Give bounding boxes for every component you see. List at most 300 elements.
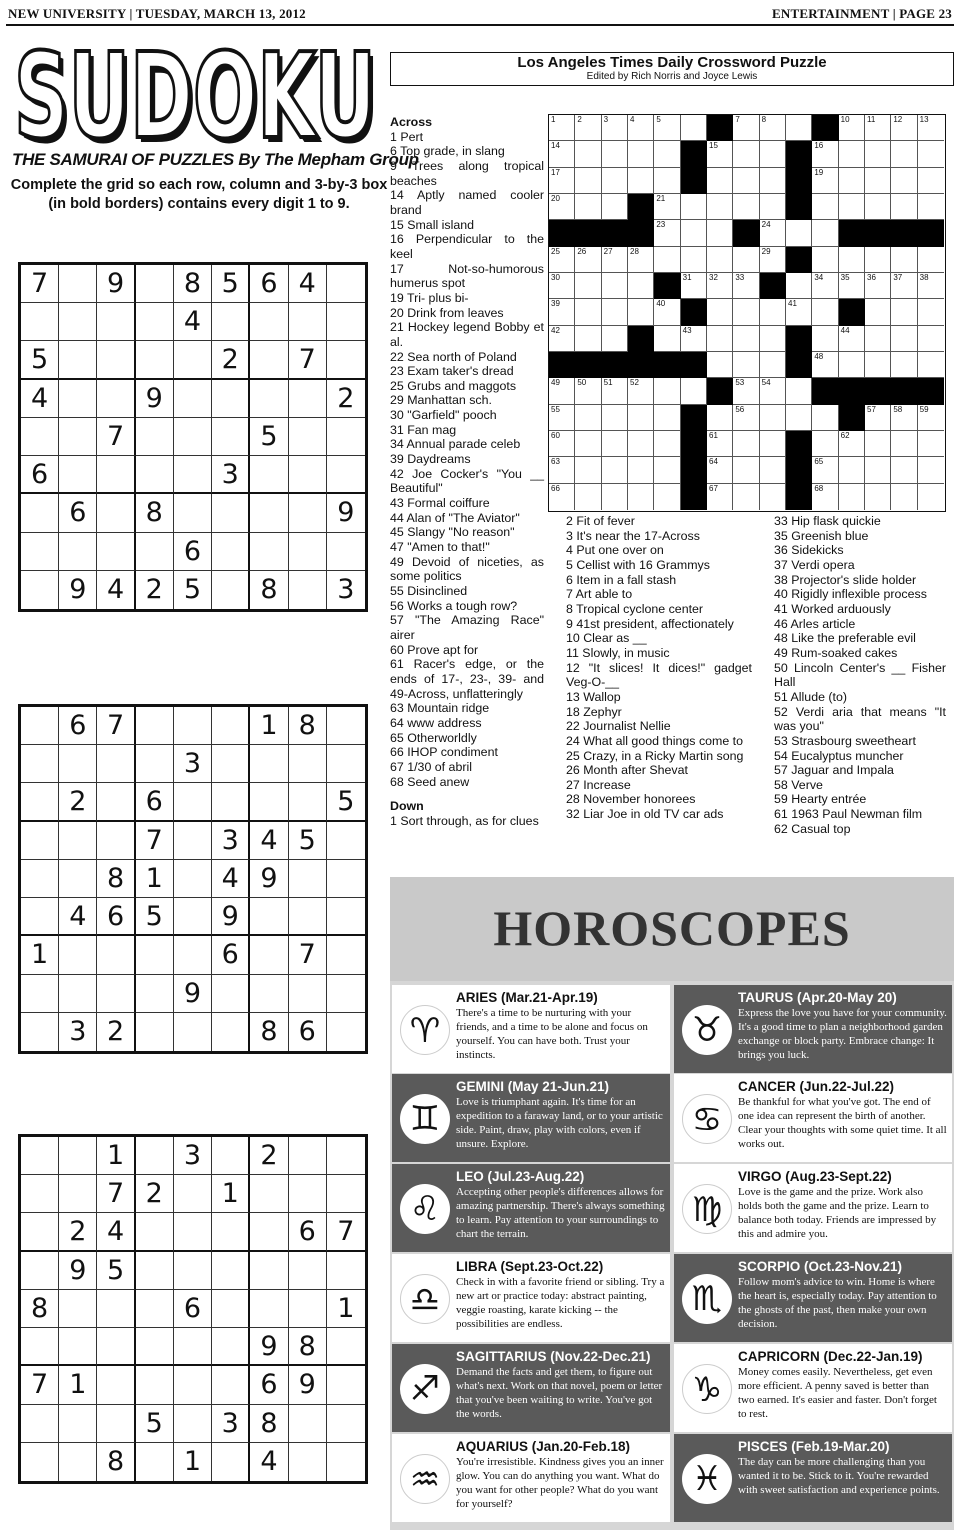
sudoku-cell[interactable] — [97, 494, 135, 532]
sudoku-cell[interactable] — [136, 303, 174, 341]
sudoku-cell[interactable] — [174, 707, 212, 745]
sudoku-cell[interactable] — [97, 1405, 135, 1443]
crossword-square[interactable] — [891, 115, 917, 141]
sudoku-cell[interactable] — [212, 1213, 250, 1251]
crossword-square[interactable] — [865, 431, 891, 457]
crossword-square[interactable] — [918, 273, 944, 299]
crossword-square[interactable] — [707, 299, 733, 325]
crossword-square[interactable] — [681, 247, 707, 273]
crossword-square[interactable] — [839, 141, 865, 167]
crossword-square[interactable] — [602, 115, 628, 141]
sudoku-cell[interactable] — [327, 1013, 365, 1051]
crossword-square[interactable] — [602, 431, 628, 457]
sudoku-cell[interactable]: 5 — [212, 265, 250, 303]
sudoku-cell[interactable]: 6 — [59, 707, 97, 745]
crossword-square[interactable] — [575, 457, 601, 483]
sudoku-cell[interactable] — [289, 1290, 327, 1328]
crossword-square[interactable] — [865, 247, 891, 273]
crossword-square[interactable] — [760, 247, 786, 273]
crossword-square[interactable] — [549, 378, 575, 404]
sudoku-cell[interactable] — [212, 1252, 250, 1290]
sudoku-cell[interactable] — [59, 1443, 97, 1481]
sudoku-cell[interactable]: 8 — [250, 1405, 288, 1443]
crossword-square[interactable] — [733, 194, 759, 220]
sudoku-cell[interactable] — [136, 707, 174, 745]
crossword-square[interactable] — [918, 141, 944, 167]
crossword-square[interactable] — [654, 115, 680, 141]
crossword-square[interactable] — [891, 299, 917, 325]
crossword-square[interactable] — [839, 352, 865, 378]
sudoku-cell[interactable] — [174, 783, 212, 821]
sudoku-cell[interactable] — [289, 898, 327, 936]
sudoku-cell[interactable]: 6 — [289, 1213, 327, 1251]
sudoku-cell[interactable] — [59, 1328, 97, 1366]
crossword-square[interactable] — [760, 115, 786, 141]
sudoku-cell[interactable]: 6 — [289, 1013, 327, 1051]
crossword-square[interactable] — [865, 273, 891, 299]
sudoku-cell[interactable]: 2 — [212, 341, 250, 379]
sudoku-cell[interactable] — [136, 1366, 174, 1404]
sudoku-cell[interactable]: 9 — [250, 1328, 288, 1366]
crossword-square[interactable] — [707, 326, 733, 352]
crossword-square[interactable] — [839, 273, 865, 299]
crossword-square[interactable] — [707, 484, 733, 510]
sudoku-cell[interactable]: 7 — [21, 1366, 59, 1404]
sudoku-cell[interactable]: 7 — [97, 707, 135, 745]
sudoku-cell[interactable] — [250, 456, 288, 494]
crossword-square[interactable] — [865, 352, 891, 378]
sudoku-cell[interactable] — [250, 380, 288, 418]
crossword-square[interactable] — [602, 484, 628, 510]
crossword-square[interactable] — [733, 352, 759, 378]
crossword-square[interactable] — [786, 378, 812, 404]
crossword-square[interactable] — [918, 326, 944, 352]
sudoku-cell[interactable] — [212, 494, 250, 532]
crossword-square[interactable] — [707, 431, 733, 457]
sudoku-cell[interactable] — [250, 341, 288, 379]
sudoku-cell[interactable]: 6 — [250, 1366, 288, 1404]
sudoku-cell[interactable]: 3 — [212, 1405, 250, 1443]
sudoku-cell[interactable]: 4 — [250, 822, 288, 860]
crossword-square[interactable] — [681, 273, 707, 299]
crossword-square[interactable] — [733, 405, 759, 431]
sudoku-cell[interactable] — [174, 341, 212, 379]
sudoku-cell[interactable] — [174, 1405, 212, 1443]
sudoku-cell[interactable] — [250, 1290, 288, 1328]
crossword-square[interactable] — [707, 352, 733, 378]
sudoku-cell[interactable] — [289, 303, 327, 341]
sudoku-cell[interactable] — [21, 1405, 59, 1443]
crossword-square[interactable] — [575, 273, 601, 299]
crossword-square[interactable] — [575, 194, 601, 220]
crossword-square[interactable] — [760, 326, 786, 352]
crossword-square[interactable] — [839, 484, 865, 510]
sudoku-cell[interactable]: 9 — [174, 975, 212, 1013]
sudoku-cell[interactable] — [21, 571, 59, 609]
sudoku-cell[interactable]: 5 — [136, 1405, 174, 1443]
crossword-square[interactable] — [812, 220, 838, 246]
sudoku-cell[interactable] — [59, 380, 97, 418]
crossword-square[interactable] — [628, 431, 654, 457]
crossword-square[interactable] — [865, 168, 891, 194]
crossword-square[interactable] — [918, 168, 944, 194]
sudoku-cell[interactable]: 4 — [212, 860, 250, 898]
crossword-square[interactable] — [839, 168, 865, 194]
sudoku-cell[interactable] — [21, 533, 59, 571]
crossword-square[interactable] — [602, 273, 628, 299]
sudoku-cell[interactable] — [136, 1213, 174, 1251]
crossword-square[interactable] — [681, 378, 707, 404]
sudoku-cell[interactable] — [21, 1328, 59, 1366]
crossword-square[interactable] — [891, 168, 917, 194]
sudoku-cell[interactable]: 3 — [174, 1137, 212, 1175]
crossword-square[interactable] — [654, 326, 680, 352]
sudoku-cell[interactable] — [97, 936, 135, 974]
sudoku-cell[interactable] — [250, 898, 288, 936]
sudoku-cell[interactable] — [289, 745, 327, 783]
crossword-square[interactable] — [918, 115, 944, 141]
sudoku-cell[interactable] — [97, 1366, 135, 1404]
crossword-square[interactable] — [575, 405, 601, 431]
sudoku-cell[interactable] — [174, 1328, 212, 1366]
sudoku-cell[interactable] — [136, 341, 174, 379]
crossword-square[interactable] — [654, 247, 680, 273]
sudoku-cell[interactable] — [174, 822, 212, 860]
sudoku-cell[interactable]: 8 — [289, 1328, 327, 1366]
sudoku-cell[interactable] — [136, 1290, 174, 1328]
sudoku-cell[interactable]: 7 — [97, 1175, 135, 1213]
crossword-square[interactable] — [812, 247, 838, 273]
crossword-square[interactable] — [549, 431, 575, 457]
sudoku-cell[interactable] — [327, 936, 365, 974]
crossword-square[interactable] — [602, 194, 628, 220]
sudoku-cell[interactable]: 5 — [327, 783, 365, 821]
crossword-square[interactable] — [549, 247, 575, 273]
sudoku-cell[interactable] — [21, 418, 59, 456]
crossword-square[interactable] — [812, 273, 838, 299]
sudoku-cell[interactable] — [250, 1175, 288, 1213]
crossword-square[interactable] — [812, 299, 838, 325]
sudoku-cell[interactable] — [174, 494, 212, 532]
sudoku-cell[interactable] — [289, 1252, 327, 1290]
sudoku-cell[interactable]: 8 — [97, 860, 135, 898]
sudoku-cell[interactable] — [59, 533, 97, 571]
sudoku-cell[interactable] — [250, 936, 288, 974]
sudoku-cell[interactable] — [136, 1443, 174, 1481]
sudoku-cell[interactable]: 2 — [136, 1175, 174, 1213]
crossword-square[interactable] — [733, 484, 759, 510]
sudoku-cell[interactable]: 2 — [136, 571, 174, 609]
sudoku-cell[interactable] — [327, 1366, 365, 1404]
sudoku-cell[interactable] — [327, 341, 365, 379]
crossword-square[interactable] — [865, 484, 891, 510]
sudoku-cell[interactable] — [97, 975, 135, 1013]
sudoku-cell[interactable] — [212, 1366, 250, 1404]
crossword-square[interactable] — [654, 405, 680, 431]
sudoku-cell[interactable] — [174, 1213, 212, 1251]
sudoku-cell[interactable] — [327, 860, 365, 898]
sudoku-cell[interactable] — [21, 745, 59, 783]
sudoku-cell[interactable]: 6 — [97, 898, 135, 936]
crossword-square[interactable] — [891, 405, 917, 431]
crossword-square[interactable] — [549, 405, 575, 431]
crossword-square[interactable] — [733, 273, 759, 299]
crossword-square[interactable] — [786, 220, 812, 246]
sudoku-cell[interactable]: 8 — [136, 494, 174, 532]
crossword-square[interactable] — [760, 299, 786, 325]
sudoku-cell[interactable]: 4 — [97, 571, 135, 609]
sudoku-cell[interactable] — [97, 783, 135, 821]
sudoku-cell[interactable]: 5 — [21, 341, 59, 379]
crossword-square[interactable] — [918, 299, 944, 325]
sudoku-cell[interactable] — [327, 975, 365, 1013]
sudoku-cell[interactable] — [327, 265, 365, 303]
sudoku-cell[interactable] — [136, 1328, 174, 1366]
crossword-square[interactable] — [549, 326, 575, 352]
crossword-square[interactable] — [760, 378, 786, 404]
crossword-square[interactable] — [628, 168, 654, 194]
sudoku-cell[interactable] — [174, 1175, 212, 1213]
sudoku-cell[interactable]: 8 — [21, 1290, 59, 1328]
sudoku-cell[interactable] — [136, 1013, 174, 1051]
sudoku-cell[interactable] — [212, 1443, 250, 1481]
sudoku-cell[interactable] — [327, 1443, 365, 1481]
crossword-square[interactable] — [549, 457, 575, 483]
crossword-square[interactable] — [865, 141, 891, 167]
sudoku-cell[interactable]: 9 — [327, 494, 365, 532]
crossword-square[interactable] — [602, 247, 628, 273]
sudoku-cell[interactable] — [327, 1175, 365, 1213]
crossword-square[interactable] — [918, 247, 944, 273]
crossword-square[interactable] — [602, 141, 628, 167]
crossword-square[interactable] — [654, 378, 680, 404]
crossword-square[interactable] — [549, 141, 575, 167]
sudoku-cell[interactable]: 7 — [97, 418, 135, 456]
sudoku-cell[interactable] — [21, 494, 59, 532]
sudoku-cell[interactable] — [21, 1213, 59, 1251]
crossword-square[interactable] — [549, 115, 575, 141]
sudoku-cell[interactable] — [21, 975, 59, 1013]
crossword-square[interactable] — [628, 457, 654, 483]
sudoku-cell[interactable]: 4 — [21, 380, 59, 418]
crossword-square[interactable] — [628, 378, 654, 404]
sudoku-cell[interactable]: 8 — [289, 707, 327, 745]
crossword-square[interactable] — [812, 431, 838, 457]
crossword-square[interactable] — [602, 457, 628, 483]
sudoku-cell[interactable] — [136, 745, 174, 783]
sudoku-cell[interactable]: 9 — [59, 571, 97, 609]
sudoku-cell[interactable]: 6 — [21, 456, 59, 494]
crossword-square[interactable] — [628, 115, 654, 141]
crossword-square[interactable] — [575, 484, 601, 510]
crossword-square[interactable] — [707, 247, 733, 273]
sudoku-cell[interactable] — [21, 1252, 59, 1290]
sudoku-cell[interactable]: 1 — [327, 1290, 365, 1328]
sudoku-cell[interactable]: 1 — [59, 1366, 97, 1404]
sudoku-cell[interactable] — [59, 456, 97, 494]
sudoku-cell[interactable] — [250, 783, 288, 821]
crossword-square[interactable] — [654, 220, 680, 246]
sudoku-cell[interactable] — [289, 1443, 327, 1481]
sudoku-cell[interactable] — [289, 494, 327, 532]
sudoku-cell[interactable] — [327, 898, 365, 936]
crossword-square[interactable] — [628, 273, 654, 299]
sudoku-cell[interactable]: 6 — [59, 494, 97, 532]
sudoku-cell[interactable] — [327, 1328, 365, 1366]
sudoku-cell[interactable]: 5 — [97, 1252, 135, 1290]
crossword-square[interactable] — [628, 247, 654, 273]
sudoku-cell[interactable] — [289, 975, 327, 1013]
crossword-square[interactable] — [760, 220, 786, 246]
crossword-square[interactable] — [891, 326, 917, 352]
crossword-square[interactable] — [760, 405, 786, 431]
crossword-square[interactable] — [549, 299, 575, 325]
crossword-square[interactable] — [839, 431, 865, 457]
crossword-square[interactable] — [707, 273, 733, 299]
sudoku-cell[interactable] — [59, 1290, 97, 1328]
sudoku-cell[interactable] — [289, 533, 327, 571]
crossword-square[interactable] — [549, 273, 575, 299]
crossword-square[interactable] — [786, 115, 812, 141]
sudoku-cell[interactable]: 4 — [289, 265, 327, 303]
sudoku-cell[interactable]: 2 — [327, 380, 365, 418]
crossword-square[interactable] — [602, 378, 628, 404]
sudoku-cell[interactable] — [289, 571, 327, 609]
sudoku-cell[interactable] — [21, 1137, 59, 1175]
crossword-square[interactable] — [812, 194, 838, 220]
crossword-square[interactable] — [812, 326, 838, 352]
sudoku-cell[interactable]: 5 — [289, 822, 327, 860]
crossword-square[interactable] — [891, 484, 917, 510]
sudoku-cell[interactable] — [59, 745, 97, 783]
crossword-square[interactable] — [812, 405, 838, 431]
sudoku-cell[interactable] — [97, 822, 135, 860]
sudoku-cell[interactable] — [212, 707, 250, 745]
sudoku-cell[interactable] — [212, 1290, 250, 1328]
sudoku-cell[interactable]: 8 — [174, 265, 212, 303]
crossword-square[interactable] — [891, 247, 917, 273]
crossword-square[interactable] — [654, 168, 680, 194]
crossword-square[interactable] — [602, 326, 628, 352]
sudoku-cell[interactable] — [21, 822, 59, 860]
sudoku-cell[interactable] — [59, 1137, 97, 1175]
crossword-square[interactable] — [918, 352, 944, 378]
crossword-square[interactable] — [575, 378, 601, 404]
crossword-square[interactable] — [681, 220, 707, 246]
sudoku-cell[interactable] — [212, 783, 250, 821]
sudoku-cell[interactable]: 7 — [327, 1213, 365, 1251]
crossword-square[interactable] — [707, 457, 733, 483]
crossword-square[interactable] — [839, 457, 865, 483]
sudoku-cell[interactable]: 9 — [289, 1366, 327, 1404]
crossword-square[interactable] — [654, 457, 680, 483]
crossword-square[interactable] — [707, 405, 733, 431]
sudoku-cell[interactable]: 9 — [59, 1252, 97, 1290]
sudoku-cell[interactable]: 4 — [174, 303, 212, 341]
sudoku-cell[interactable] — [21, 860, 59, 898]
crossword-square[interactable] — [654, 141, 680, 167]
crossword-square[interactable] — [707, 141, 733, 167]
sudoku-cell[interactable] — [136, 1252, 174, 1290]
sudoku-cell[interactable] — [212, 380, 250, 418]
crossword-square[interactable] — [865, 299, 891, 325]
sudoku-cell[interactable] — [97, 456, 135, 494]
crossword-square[interactable] — [865, 115, 891, 141]
crossword-square[interactable] — [891, 457, 917, 483]
crossword-square[interactable] — [760, 352, 786, 378]
sudoku-cell[interactable] — [21, 1443, 59, 1481]
sudoku-cell[interactable] — [97, 380, 135, 418]
sudoku-cell[interactable] — [212, 1013, 250, 1051]
crossword-square[interactable] — [707, 220, 733, 246]
crossword-square[interactable] — [839, 247, 865, 273]
crossword-square[interactable] — [654, 194, 680, 220]
crossword-square[interactable] — [812, 457, 838, 483]
sudoku-cell[interactable]: 4 — [97, 1213, 135, 1251]
sudoku-cell[interactable] — [97, 1290, 135, 1328]
crossword-square[interactable] — [575, 299, 601, 325]
sudoku-cell[interactable]: 4 — [59, 898, 97, 936]
sudoku-cell[interactable] — [212, 571, 250, 609]
sudoku-cell[interactable] — [289, 860, 327, 898]
sudoku-cell[interactable] — [250, 1252, 288, 1290]
crossword-square[interactable] — [918, 457, 944, 483]
sudoku-cell[interactable]: 2 — [59, 1213, 97, 1251]
sudoku-cell[interactable] — [174, 380, 212, 418]
sudoku-cell[interactable]: 5 — [136, 898, 174, 936]
crossword-square[interactable] — [812, 484, 838, 510]
sudoku-cell[interactable]: 7 — [136, 822, 174, 860]
sudoku-cell[interactable]: 6 — [174, 533, 212, 571]
crossword-square[interactable] — [812, 168, 838, 194]
crossword-square[interactable] — [760, 194, 786, 220]
sudoku-cell[interactable] — [97, 533, 135, 571]
sudoku-cell[interactable] — [212, 303, 250, 341]
sudoku-cell[interactable] — [59, 1405, 97, 1443]
crossword-square[interactable] — [812, 141, 838, 167]
crossword-square[interactable] — [733, 457, 759, 483]
sudoku-cell[interactable] — [174, 1366, 212, 1404]
sudoku-cell[interactable] — [174, 936, 212, 974]
crossword-square[interactable] — [575, 141, 601, 167]
crossword-square[interactable] — [733, 326, 759, 352]
crossword-square[interactable] — [681, 194, 707, 220]
sudoku-cell[interactable] — [97, 1328, 135, 1366]
sudoku-cell[interactable] — [136, 936, 174, 974]
sudoku-cell[interactable]: 3 — [337, 574, 355, 606]
crossword-square[interactable] — [839, 194, 865, 220]
sudoku-cell[interactable] — [289, 1405, 327, 1443]
sudoku-cell[interactable] — [174, 1252, 212, 1290]
sudoku-cell[interactable]: 9 — [97, 265, 135, 303]
sudoku-cell[interactable]: 7 — [289, 341, 327, 379]
sudoku-cell[interactable]: 3 — [212, 822, 250, 860]
crossword-square[interactable] — [812, 352, 838, 378]
crossword-square[interactable] — [891, 431, 917, 457]
sudoku-cell[interactable] — [59, 1175, 97, 1213]
sudoku-cell[interactable]: 6 — [212, 936, 250, 974]
crossword-square[interactable] — [575, 431, 601, 457]
crossword-square[interactable] — [549, 484, 575, 510]
sudoku-cell[interactable] — [59, 822, 97, 860]
sudoku-cell[interactable] — [289, 380, 327, 418]
sudoku-cell[interactable] — [250, 303, 288, 341]
crossword-square[interactable] — [575, 168, 601, 194]
sudoku-cell[interactable] — [59, 341, 97, 379]
sudoku-cell[interactable]: 2 — [59, 783, 97, 821]
sudoku-cell[interactable] — [174, 898, 212, 936]
crossword-square[interactable] — [760, 484, 786, 510]
